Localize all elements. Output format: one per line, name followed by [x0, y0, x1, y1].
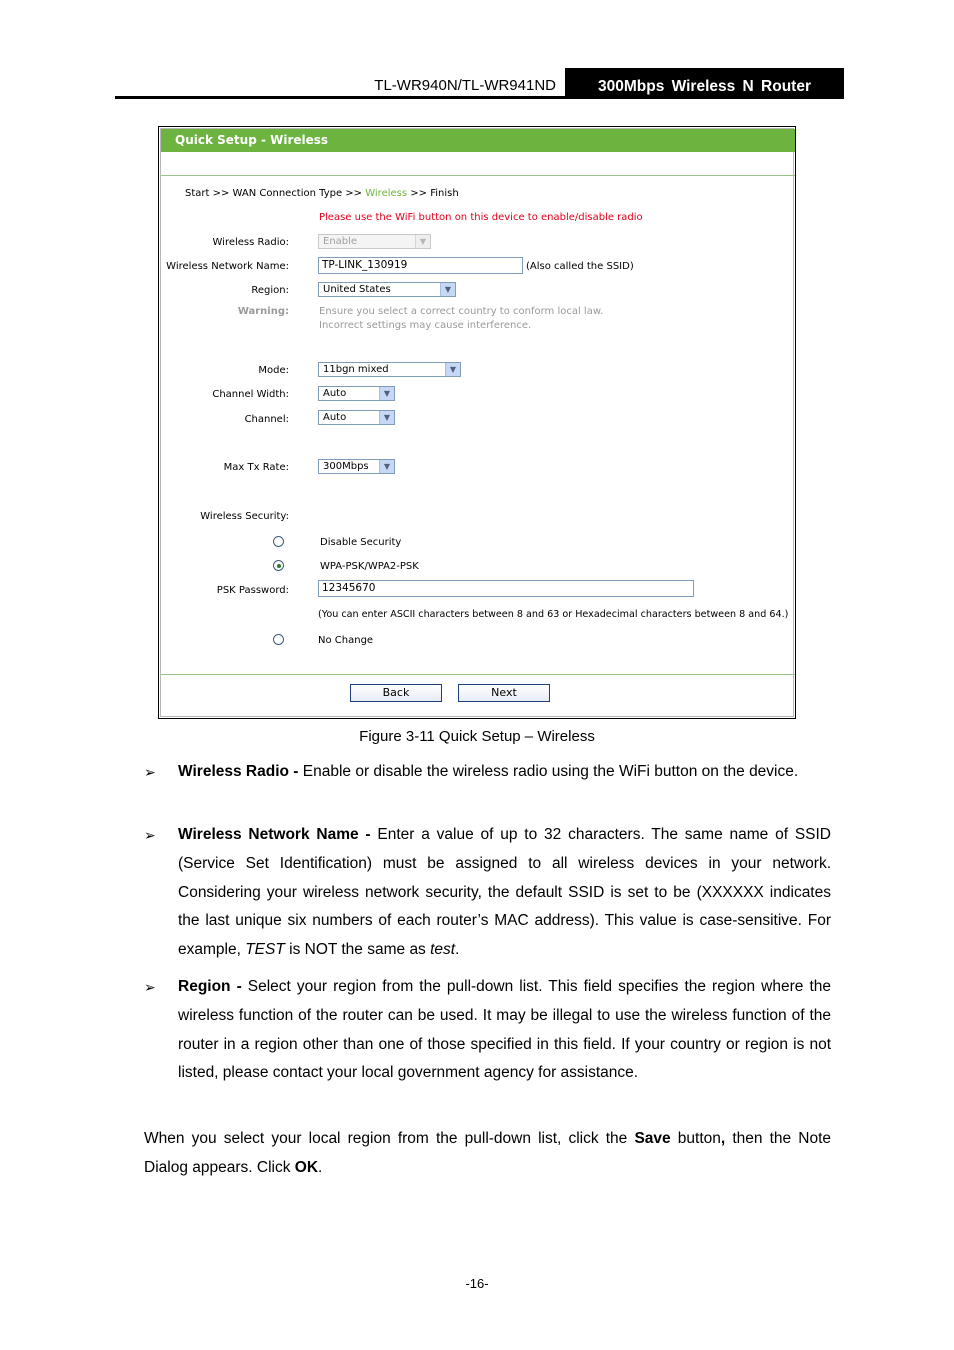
- closing-text: then the Note Dialog appears. Click: [144, 1130, 832, 1176]
- chevron-down-icon: ▼: [379, 411, 394, 424]
- figure-caption: Figure 3-11 Quick Setup – Wireless: [359, 728, 595, 745]
- page-number: -16-: [465, 1276, 489, 1291]
- chevron-down-icon: ▼: [445, 363, 460, 376]
- wireless-radio-value: Enable: [323, 236, 358, 247]
- bullet-text: Enter a value of up to 32 characters. The same name of SSID (Service Set Identification) must be assigned to all wireless devices in your network. Considering your wireless network security, the default SSID is set to be (XXXXXX indicates the last unique six numbers of each router’s MAC address). This value is case-sensitive. For example,: [178, 826, 831, 959]
- mode-value: 11bgn mixed: [323, 364, 389, 375]
- warning-label: Warning:: [237, 306, 289, 317]
- no-change-label: No Change: [318, 635, 374, 646]
- closing-paragraph: [144, 1125, 831, 1183]
- region-label: Region:: [251, 285, 289, 296]
- region-select[interactable]: [318, 282, 456, 297]
- wpa-psk-label: WPA-PSK/WPA2-PSK: [320, 561, 419, 572]
- psk-password-input[interactable]: 12345670: [318, 580, 694, 597]
- closing-comma: ,: [720, 1130, 726, 1147]
- bullet-term: Wireless Radio -: [178, 763, 299, 780]
- breadcrumb-current: Wireless: [365, 188, 408, 199]
- closing-text: When you select your local region from the pull-down list, click the: [144, 1130, 635, 1147]
- bullet-text: Select your region from the pull-down list. This field specifies the region where the wireless function of the router can be used. It may be illegal to use the wireless function of the router in a region other than one of those specified in this field. If your country or region is not listed, please contact your local government agency for assistance.: [178, 978, 831, 1082]
- channel-select[interactable]: [318, 410, 395, 425]
- bullet-text-end: .: [455, 941, 460, 959]
- disable-security-radio[interactable]: [273, 536, 284, 547]
- channel-value: Auto: [323, 412, 347, 423]
- wireless-radio-label: Wireless Radio:: [212, 237, 289, 248]
- bullet-wireless-radio: [178, 758, 831, 787]
- warning-line-2: Incorrect settings may cause interference.: [319, 320, 532, 331]
- wireless-security-label: Wireless Security:: [200, 511, 289, 522]
- bullet-network-name: [178, 821, 831, 965]
- breadcrumb-after: >> Finish: [407, 188, 459, 199]
- save-keyword: Save: [634, 1130, 671, 1147]
- psk-hint: (You can enter ASCII characters between 8 and 63 or Hexadecimal characters between 8 and 64.): [318, 609, 789, 620]
- header-rule: [115, 96, 844, 99]
- header-model: TL-WR940N/TL-WR941ND: [374, 77, 556, 94]
- panel-title: Quick Setup - Wireless: [161, 129, 795, 152]
- network-name-input[interactable]: TP-LINK_130919: [318, 257, 523, 274]
- footer-divider: [161, 674, 795, 675]
- quick-setup-panel: [160, 128, 794, 717]
- bullet-text: Enable or disable the wireless radio using the WiFi button on the device.: [298, 763, 799, 780]
- next-button[interactable]: Next: [458, 684, 550, 702]
- quick-setup-screenshot: [158, 126, 796, 719]
- chevron-down-icon: ▼: [379, 460, 394, 473]
- max-tx-rate-value: 300Mbps: [323, 461, 369, 472]
- header-product: 300Mbps Wireless N Router: [565, 68, 844, 99]
- breadcrumb-before: Start >> WAN Connection Type >>: [185, 188, 366, 199]
- radio-notice: Please use the WiFi button on this device to enable/disable radio: [319, 212, 643, 223]
- no-change-radio[interactable]: [273, 634, 284, 645]
- wpa-psk-radio[interactable]: [273, 560, 284, 571]
- ssid-note: (Also called the SSID): [526, 261, 634, 272]
- bullet-term: Wireless Network Name -: [178, 826, 371, 843]
- example-lower: test: [430, 941, 456, 959]
- closing-text: button: [670, 1130, 721, 1147]
- max-tx-rate-select[interactable]: [318, 459, 395, 474]
- mode-label: Mode:: [258, 365, 289, 376]
- bullet-region: [178, 973, 831, 1088]
- arrow-bullet-icon: ➢: [144, 764, 156, 780]
- chevron-down-icon: ▼: [415, 235, 430, 248]
- breadcrumb: [185, 188, 459, 200]
- region-value: United States: [323, 284, 391, 295]
- chevron-down-icon: ▼: [440, 283, 455, 296]
- disable-security-label: Disable Security: [320, 537, 402, 548]
- channel-width-label: Channel Width:: [212, 389, 289, 400]
- channel-width-value: Auto: [323, 388, 347, 399]
- psk-password-label: PSK Password:: [216, 585, 289, 596]
- closing-text: .: [318, 1158, 323, 1176]
- example-upper: TEST: [245, 941, 285, 959]
- max-tx-rate-label: Max Tx Rate:: [223, 462, 289, 473]
- title-divider: [161, 175, 795, 176]
- bullet-text-mid: is NOT the same as: [284, 941, 431, 959]
- ok-keyword: OK: [294, 1158, 319, 1176]
- wireless-radio-select[interactable]: [318, 234, 431, 249]
- back-button[interactable]: Back: [350, 684, 442, 702]
- channel-label: Channel:: [244, 414, 289, 425]
- network-name-label: Wireless Network Name:: [166, 261, 289, 272]
- chevron-down-icon: ▼: [379, 387, 394, 400]
- arrow-bullet-icon: ➢: [144, 979, 156, 995]
- bullet-term: Region -: [178, 978, 242, 995]
- warning-line-1: Ensure you select a correct country to conform local law.: [319, 306, 604, 317]
- channel-width-select[interactable]: [318, 386, 395, 401]
- mode-select[interactable]: [318, 362, 461, 377]
- arrow-bullet-icon: ➢: [144, 827, 156, 843]
